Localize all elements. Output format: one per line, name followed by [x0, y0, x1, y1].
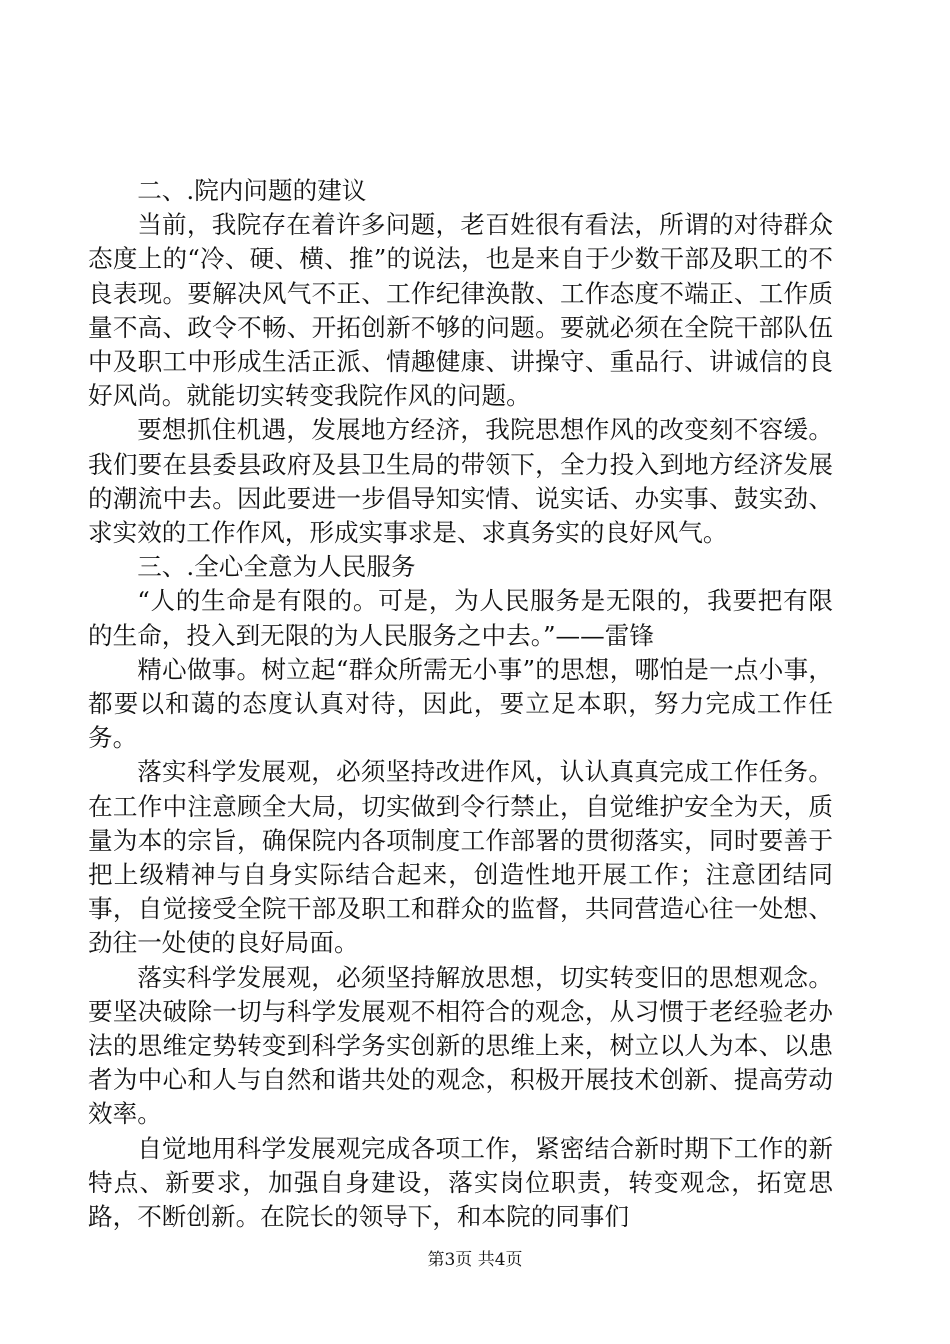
paragraph: 落实科学发展观，必须坚持解放思想，切实转变旧的思想观念。要坚决破除一切与科学发展观不相符合的观念，从习惯于老经验老办法的思维定势转变到科学务实创新的思维上来，树立以人为本、以患者为中心和人与自然和谐共处的观念，积极开展技术创新、提高劳动效率。 [88, 962, 833, 1129]
paragraph: 要想抓住机遇，发展地方经济，我院思想作风的改变刻不容缓。我们要在县委县政府及县卫生局的带领下，全力投入到地方经济发展的潮流中去。因此要进一步倡导知实情、说实话、办实事、鼓实劲、求实效的工作作风，形成实事求是、求真务实的良好风气。 [88, 415, 833, 548]
paragraph: 落实科学发展观，必须坚持改进作风，认认真真完成工作任务。在工作中注意顾全大局，切实做到令行禁止，自觉维护安全为天，质量为本的宗旨，确保院内各项制度工作部署的贯彻落实，同时要善于把上级精神与自身实际结合起来，创造性地开展工作；注意团结同事，自觉接受全院干部及职工和群众的监督，共同营造心往一处想、劲往一处使的良好局面。 [88, 757, 833, 958]
section-heading-2: 二、.院内问题的建议 [137, 176, 367, 205]
document-body [88, 174, 833, 1234]
quote-paragraph: “人的生命是有限的。可是，为人民服务是无限的，我要把有限的生命，投入到无限的为人民服务之中去。”——雷锋 [88, 586, 833, 650]
paragraph: 当前，我院存在着许多问题，老百姓很有看法，所谓的对待群众态度上的“冷、硬、横、推”的说法，也是来自于少数干部及职工的不良表现。要解决风气不正、工作纪律涣散、工作态度不端正、工作质量不高、政令不畅、开拓创新不够的问题。要就必须在全院干部队伍中及职工中形成生活正派、情趣健康、讲操守、重品行、讲诚信的良好风尚。就能切实转变我院作风的问题。 [88, 210, 833, 411]
paragraph: 自觉地用科学发展观完成各项工作，紧密结合新时期下工作的新特点、新要求，加强自身建设，落实岗位职责，转变观念，拓宽思路，不断创新。在院长的领导下，和本院的同事们 [88, 1133, 833, 1232]
paragraph: 精心做事。树立起“群众所需无小事”的思想，哪怕是一点小事，都要以和蔼的态度认真对待，因此，要立足本职，努力完成工作任务。 [88, 654, 833, 753]
page-footer: 第3页 共4页 [427, 1250, 523, 1270]
section-heading-3: 三、.全心全意为人民服务 [137, 552, 416, 582]
